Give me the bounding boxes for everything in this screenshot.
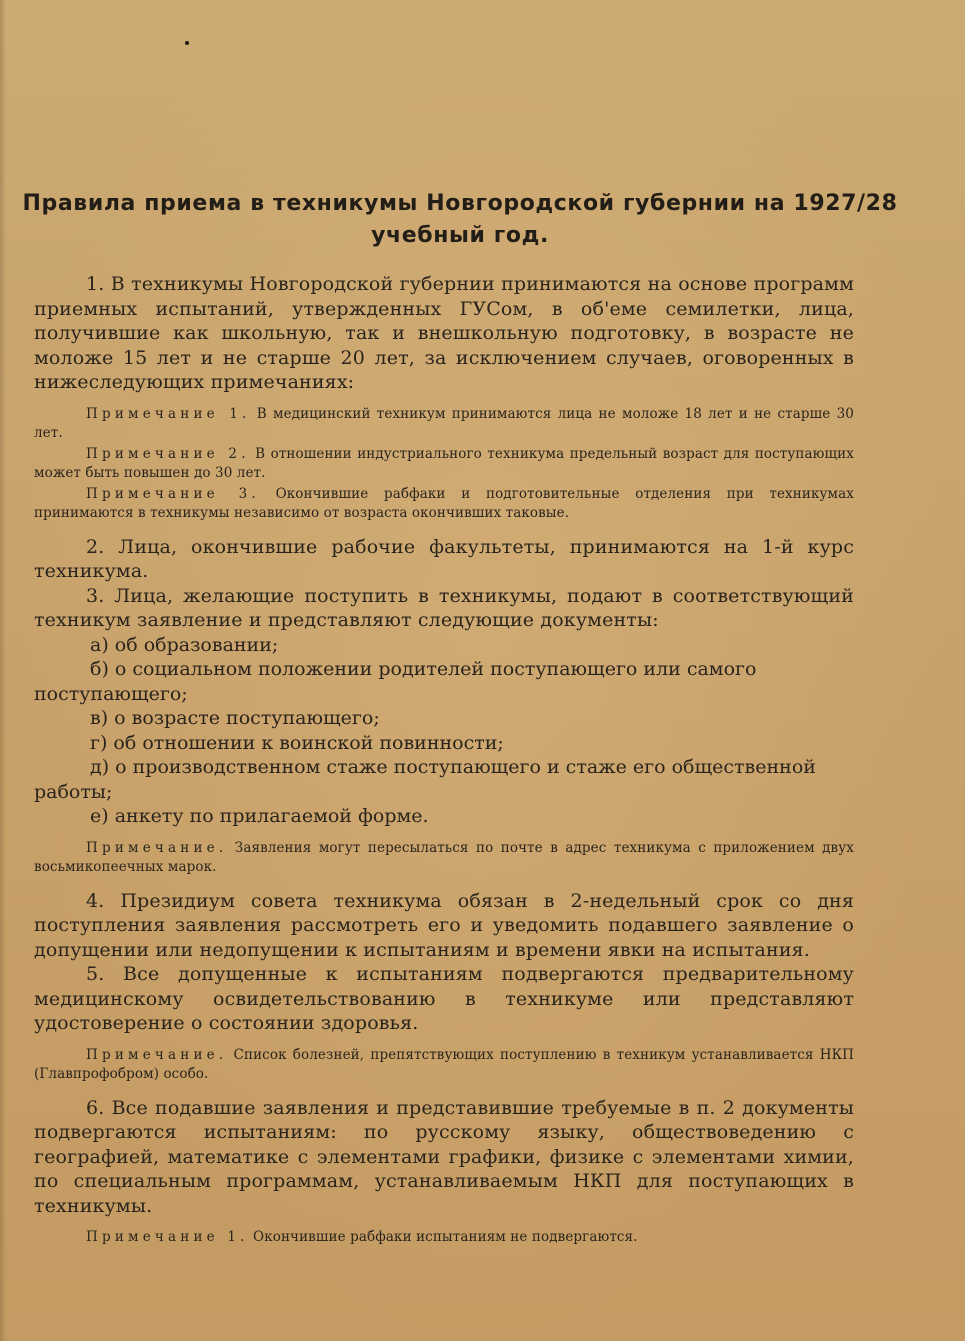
note-5-lead: Примечание. bbox=[86, 1046, 228, 1063]
note-6-lead: Примечание 1. bbox=[86, 1229, 249, 1245]
rule-2: 2. Лица, окончившие рабочие факультеты, принимаются на 1-й курс техникума. bbox=[34, 535, 854, 582]
note-6 bbox=[34, 1228, 854, 1247]
rule-4: 4. Президиум совета техникума обязан в 2-недельный срок со дня поступления заявления рассмотреть его и уведомить подавшего заявление о допущении или недопущении к испытаниям и времени явки на испытания. bbox=[34, 889, 854, 961]
note-2 bbox=[34, 445, 854, 483]
doc-item-d: д) о производственном стаже поступающего и стаже его общественной работы; bbox=[34, 756, 816, 803]
note-5-text: Список болезней, препятствующих поступлению в техникум устанавливается НКП (Главпрофобром) особо. bbox=[34, 1046, 854, 1082]
document-title bbox=[20, 188, 900, 252]
note-1 bbox=[34, 405, 854, 443]
title-line-2: учебный год. bbox=[371, 223, 549, 248]
document-body bbox=[34, 272, 854, 1247]
note-1-text: В медицинский техникум принимаются лица не моложе 18 лет и не старше 30 лет. bbox=[34, 405, 854, 441]
note-2-lead: Примечание 2. bbox=[86, 445, 250, 462]
note-5 bbox=[34, 1046, 854, 1084]
doc-item-g: г) об отношении к воинской повинности; bbox=[90, 731, 504, 754]
ink-speck bbox=[185, 41, 189, 45]
note-4-text: Заявления могут пересылаться по почте в адрес техникума с приложением двух восьмикопеечных марок. bbox=[34, 839, 854, 875]
rule-1: 1. В техникумы Новгородской губернии принимаются на основе программ приемных испытаний, утвержденных ГУСом, в об'еме семилетки, лица, получившие как школьную, так и внешкольную подготовку, в возрасте не моложе 15 лет и не старше 20 лет, за исключением случаев, оговоренных в нижеследующих примечаниях: bbox=[34, 273, 854, 393]
doc-item-b: б) о социальном положении родителей поступающего или самого поступающего; bbox=[34, 658, 757, 705]
note-2-text: В отношении индустриального техникума предельный возраст для поступающих может быть повышен до 30 лет. bbox=[34, 445, 854, 481]
doc-item-a: а) об образовании; bbox=[90, 633, 279, 656]
note-4 bbox=[34, 839, 854, 877]
note-6-text: Окончившие рабфаки испытаниям не подвергаются. bbox=[248, 1229, 638, 1245]
rule-6: 6. Все подавшие заявления и представившие требуемые в п. 2 документы подвергаются испытаниям: по русскому языку, обществоведению с географией, математике с элементами графики, физике с элементами химии, по специальным программам, устанавливаемым НКП для поступающих в техникумы. bbox=[34, 1096, 854, 1217]
doc-item-v: в) о возрасте поступающего; bbox=[90, 707, 380, 729]
note-1-lead: Примечание 1. bbox=[86, 405, 251, 422]
note-3-text: Окончившие рабфаки и подготовительные отделения при техникумах принимаются в техникумы независимо от возраста окончивших таковые. bbox=[34, 485, 854, 521]
note-4-lead: Примечание. bbox=[86, 839, 228, 856]
rule-5: 5. Все допущенные к испытаниям подвергаются предварительному медицинскому освидетельствованию в техникуме или представляют удостоверение о состоянии здоровья. bbox=[34, 963, 854, 1034]
title-line-1: Правила приема в техникумы Новгородской губернии на 1927/28 bbox=[22, 191, 898, 216]
note-3 bbox=[34, 485, 854, 523]
doc-item-e: е) анкету по прилагаемой форме. bbox=[90, 805, 429, 827]
note-3-lead: Примечание 3. bbox=[86, 485, 260, 502]
rule-3: 3. Лица, желающие поступить в техникумы, подают в соответствующий техникум заявление и представляют следующие документы: bbox=[34, 584, 854, 631]
page-edge bbox=[0, 0, 6, 1341]
